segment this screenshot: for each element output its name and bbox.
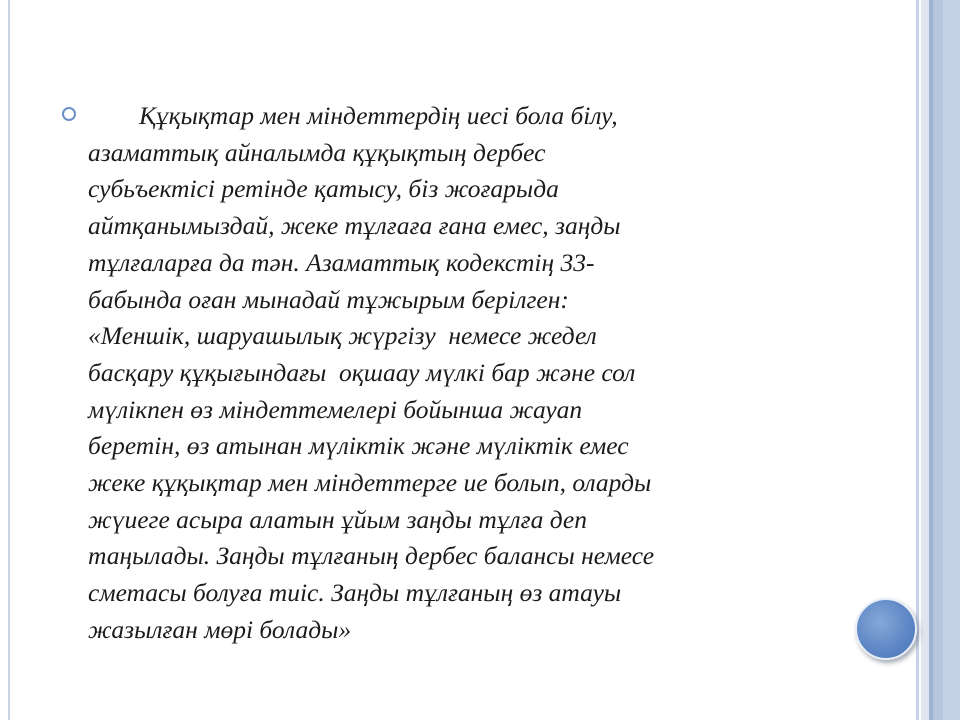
paragraph-line: «Меншік, шаруашылық жүргізу немесе жедел: [88, 321, 597, 351]
paragraph-line: субьъектісі ретінде қатысу, біз жоғарыда: [88, 174, 559, 204]
paragraph-line: Құқықтар мен міндеттердің иесі бола білу,: [88, 101, 618, 130]
right-decor-stripe: [943, 0, 960, 720]
paragraph-line: жазылған мөрі болады»: [88, 614, 352, 644]
right-decor-stripe: [933, 0, 943, 720]
paragraph-line: айтқанымыздай, жеке тұлғаға ғана емес, заңды: [88, 211, 621, 241]
right-decor-stripe: [916, 0, 919, 720]
paragraph-line: жүиеге асыра алатын ұйым заңды тұлға деп: [88, 504, 587, 534]
paragraph-line: азаматтық айналымда құқықтың дербес: [88, 137, 546, 167]
decorative-circle-icon: [855, 598, 917, 660]
left-frame-line: [8, 0, 10, 720]
paragraph-line: таңылады. Заңды тұлғаның дербес балансы немесе: [88, 541, 655, 571]
right-decor-stripe: [921, 0, 929, 720]
paragraph-line: жеке құқықтар мен міндеттерге ие болып, оларды: [88, 468, 652, 498]
paragraph-line: мүлікпен өз міндеттемелері бойынша жауап: [88, 394, 583, 424]
bullet-icon: [62, 107, 76, 121]
paragraph-line: басқару құқығындағы оқшаау мүлкі бар және сол: [88, 357, 636, 387]
paragraph-line: бабында оған мынадай тұжырым берілген:: [88, 284, 569, 314]
paragraph-line: сметасы болуға тиіс. Заңды тұлғаның өз атауы: [88, 578, 622, 608]
paragraph-text: [88, 98, 828, 649]
paragraph-line: тұлғаларға да тән. Азаматтық кодекстің 33-: [88, 247, 595, 277]
paragraph-line: беретін, өз атынан мүліктік және мүліктік емес: [88, 431, 629, 461]
